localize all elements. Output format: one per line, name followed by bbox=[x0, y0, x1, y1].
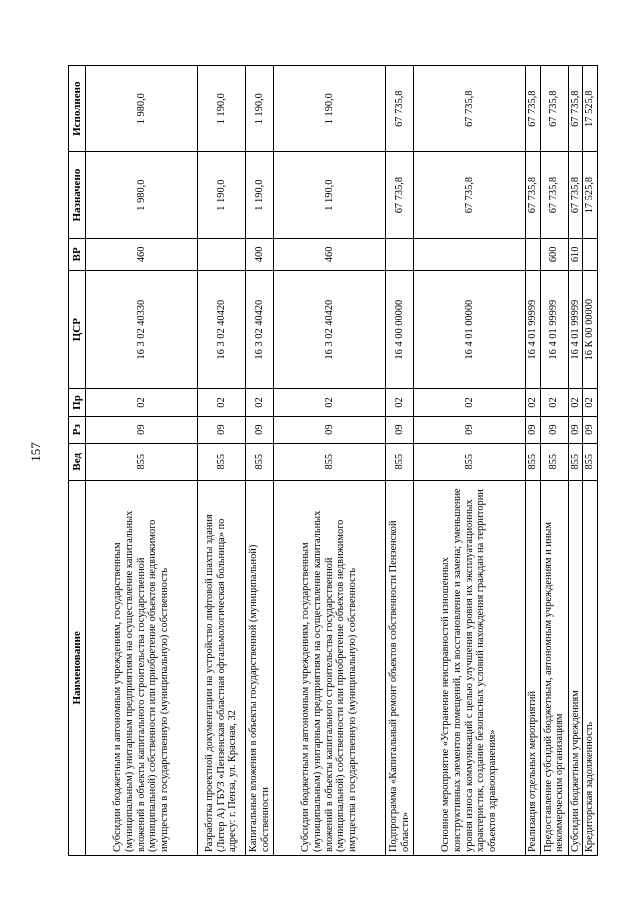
row-csr: 16 4 01 99999 bbox=[540, 270, 568, 389]
row-pr: 02 bbox=[198, 389, 246, 416]
row-rz: 09 bbox=[540, 416, 568, 443]
table-row bbox=[386, 66, 414, 856]
row-rz: 09 bbox=[414, 416, 526, 443]
row-ved: 855 bbox=[386, 443, 414, 480]
row-name: Подпрограмма «Капитальный ремонт объектов собственности Пензенской области» bbox=[386, 480, 414, 855]
table-row bbox=[198, 66, 246, 856]
row-rz: 09 bbox=[246, 416, 274, 443]
row-name: Субсидии бюджетным учреждениям bbox=[568, 480, 583, 855]
row-name: Реализация отдельных мероприятий bbox=[526, 480, 541, 855]
row-assigned: 1 190,0 bbox=[246, 152, 274, 238]
row-csr: 16 4 01 00000 bbox=[414, 270, 526, 389]
row-assigned: 1 980,0 bbox=[86, 152, 198, 238]
row-ved: 855 bbox=[540, 443, 568, 480]
row-rz: 09 bbox=[583, 416, 598, 443]
row-executed: 1 190,0 bbox=[246, 66, 274, 152]
row-rz: 09 bbox=[386, 416, 414, 443]
header-csr: ЦСР bbox=[69, 270, 86, 389]
row-ved: 855 bbox=[568, 443, 583, 480]
row-executed: 67 735,8 bbox=[386, 66, 414, 152]
header-rz: Рз bbox=[69, 416, 86, 443]
row-executed: 67 735,8 bbox=[540, 66, 568, 152]
row-vr bbox=[386, 238, 414, 270]
row-assigned: 67 735,8 bbox=[568, 152, 583, 238]
header-name: Наименование bbox=[69, 480, 86, 855]
header-pr: Пр bbox=[69, 389, 86, 416]
row-vr bbox=[414, 238, 526, 270]
table-row bbox=[246, 66, 274, 856]
row-pr: 02 bbox=[568, 389, 583, 416]
row-ved: 855 bbox=[246, 443, 274, 480]
row-ved: 855 bbox=[198, 443, 246, 480]
row-vr bbox=[526, 238, 541, 270]
row-assigned: 1 190,0 bbox=[198, 152, 246, 238]
table-header-row bbox=[69, 66, 86, 856]
row-executed: 17 525,8 bbox=[583, 66, 598, 152]
row-pr: 02 bbox=[526, 389, 541, 416]
row-rz: 09 bbox=[526, 416, 541, 443]
header-assigned: Назначено bbox=[69, 152, 86, 238]
row-rz: 09 bbox=[274, 416, 386, 443]
row-pr: 02 bbox=[583, 389, 598, 416]
row-pr: 02 bbox=[386, 389, 414, 416]
row-pr: 02 bbox=[86, 389, 198, 416]
row-pr: 02 bbox=[414, 389, 526, 416]
row-vr: 610 bbox=[568, 238, 583, 270]
row-rz: 09 bbox=[198, 416, 246, 443]
row-name: Разработка проектной документации на устройство лифтовой шахты здания (Литер А) ГБУЗ «Пензенская областная офтальмологическая больница» по адресу: г. Пенза, ул. Красная, 32 bbox=[198, 480, 246, 855]
row-vr: 600 bbox=[540, 238, 568, 270]
row-ved: 855 bbox=[274, 443, 386, 480]
row-assigned: 1 190,0 bbox=[274, 152, 386, 238]
row-executed: 1 190,0 bbox=[198, 66, 246, 152]
row-csr: 16 4 00 00000 bbox=[386, 270, 414, 389]
table-row bbox=[540, 66, 568, 856]
row-assigned: 67 735,8 bbox=[386, 152, 414, 238]
row-csr: 16 4 01 99999 bbox=[568, 270, 583, 389]
row-executed: 67 735,8 bbox=[414, 66, 526, 152]
row-name: Основное мероприятие «Устранение неисправностей изношенных конструктивных элементов помещений, их восстановление и замена; уменьшение уровня износа коммуникаций с целью улучшения уровня их эксплуатационных характеристик, создание безопасных условий нахождения граждан на территории объектов здравоохранения» bbox=[414, 480, 526, 855]
header-vr: ВР bbox=[69, 238, 86, 270]
row-executed: 1 190,0 bbox=[274, 66, 386, 152]
row-assigned: 67 735,8 bbox=[540, 152, 568, 238]
row-vr: 400 bbox=[246, 238, 274, 270]
row-name: Кредиторская задолженность bbox=[583, 480, 598, 855]
row-ved: 855 bbox=[414, 443, 526, 480]
row-vr bbox=[198, 238, 246, 270]
row-ved: 855 bbox=[86, 443, 198, 480]
row-assigned: 17 525,8 bbox=[583, 152, 598, 238]
row-rz: 09 bbox=[568, 416, 583, 443]
row-csr: 16 К 00 00000 bbox=[583, 270, 598, 389]
row-assigned: 67 735,8 bbox=[526, 152, 541, 238]
header-executed: Исполнено bbox=[69, 66, 86, 152]
table-row bbox=[526, 66, 541, 856]
row-csr: 16 3 02 40330 bbox=[86, 270, 198, 389]
row-vr: 460 bbox=[86, 238, 198, 270]
row-rz: 09 bbox=[86, 416, 198, 443]
table-row bbox=[583, 66, 598, 856]
rotated-budget-table-wrapper bbox=[68, 65, 596, 856]
row-pr: 02 bbox=[540, 389, 568, 416]
page-number: 157 bbox=[28, 442, 43, 462]
row-pr: 02 bbox=[246, 389, 274, 416]
row-name: Субсидии бюджетным и автономным учреждениям, государственным (муниципальным) унитарным предприятиям на осуществление капитальных вложений в объекты капитального строительства государственной (муниципальной) собственности или приобретение объектов недвижимого имущества в государственную (муниципальную) собственность bbox=[274, 480, 386, 855]
table-row bbox=[86, 66, 198, 856]
row-csr: 16 3 02 40420 bbox=[198, 270, 246, 389]
row-name: Капитальные вложения в объекты государственной (муниципальной) собственности bbox=[246, 480, 274, 855]
row-executed: 67 735,8 bbox=[526, 66, 541, 152]
row-csr: 16 4 01 99999 bbox=[526, 270, 541, 389]
header-ved: Вед bbox=[69, 443, 86, 480]
row-vr: 460 bbox=[274, 238, 386, 270]
table-row bbox=[274, 66, 386, 856]
row-executed: 67 735,8 bbox=[568, 66, 583, 152]
row-name: Субсидии бюджетным и автономным учреждениям, государственным (муниципальным) унитарным предприятиям на осуществление капитальных вложений в объекты капитального строительства государственной (муниципальной) собственности или приобретение объектов недвижимого имущества в государственную (муниципальную) собственность bbox=[86, 480, 198, 855]
row-assigned: 67 735,8 bbox=[414, 152, 526, 238]
row-ved: 855 bbox=[526, 443, 541, 480]
row-vr bbox=[583, 238, 598, 270]
row-executed: 1 980,0 bbox=[86, 66, 198, 152]
row-ved: 855 bbox=[583, 443, 598, 480]
row-csr: 16 3 02 40420 bbox=[274, 270, 386, 389]
table-row bbox=[414, 66, 526, 856]
row-csr: 16 3 02 40420 bbox=[246, 270, 274, 389]
row-pr: 02 bbox=[274, 389, 386, 416]
budget-table bbox=[68, 65, 598, 856]
row-name: Предоставление субсидий бюджетным, автономным учреждениям и иным некоммерческим организациям bbox=[540, 480, 568, 855]
table-row bbox=[568, 66, 583, 856]
